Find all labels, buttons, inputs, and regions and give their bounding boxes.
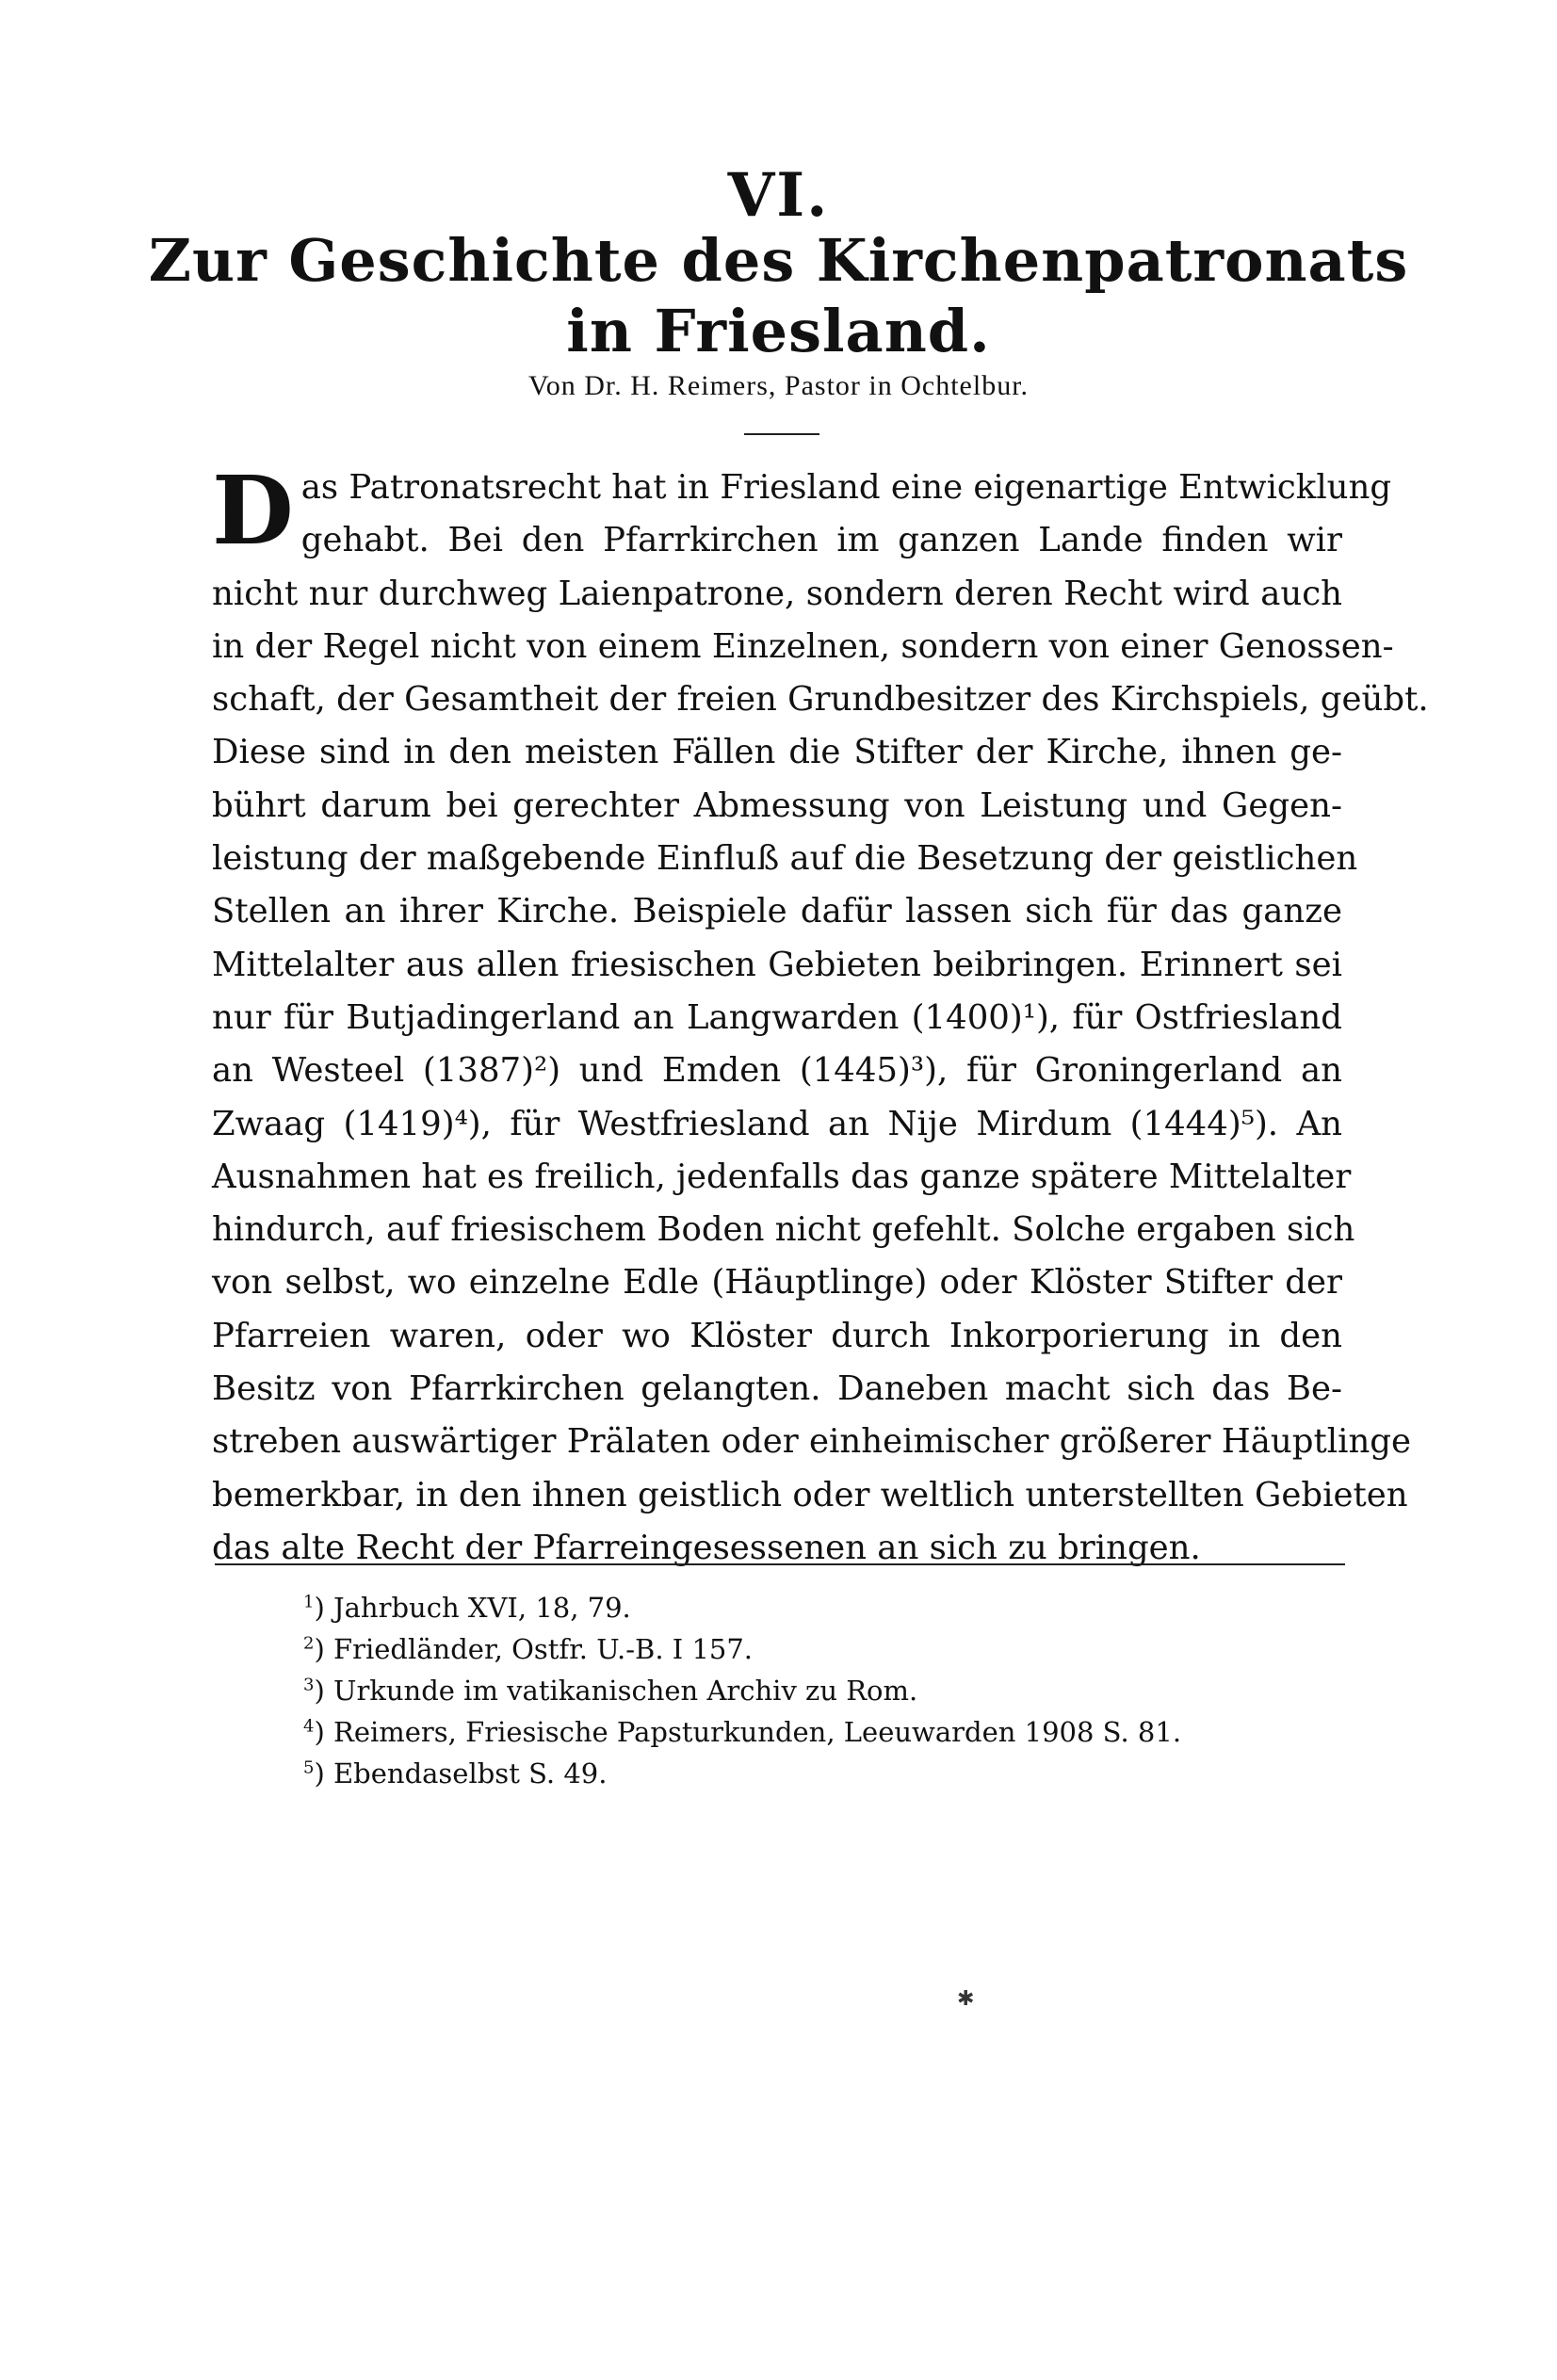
footnote-text: Jahrbuch XVI, 18, 79.: [333, 1592, 631, 1624]
body-line: schaft, der Gesamtheit der freien Grundbesitzer des Kirchspiels, geübt.: [212, 680, 1429, 720]
footnote: $^1$) Jahrbuch XVI, 18, 79.: [303, 1592, 631, 1624]
chapter-title-line-2: in Friesland.: [566, 297, 991, 365]
footnote-text: Friedländer, Ostfr. U.-B. I 157.: [333, 1633, 754, 1665]
body-line: gehabt. Bei den Pfarrkirchen im ganzen Lande finden wir: [300, 521, 1342, 560]
ornament-mark: ✱: [957, 1987, 975, 2011]
footnote-mark: 4: [303, 1716, 315, 1737]
body-line: hindurch, auf friesischem Boden nicht gefehlt. Solche ergaben sich: [212, 1210, 1355, 1250]
footnote-text: Urkunde im vatikanischen Archiv zu Rom.: [333, 1675, 918, 1707]
chapter-number: VI.: [727, 160, 830, 231]
body-line: Besitz von Pfarrkirchen gelangten. Daneben macht sich das Be-: [212, 1369, 1342, 1409]
footnote: $^3$) Urkunde im vatikanischen Archiv zu Rom.: [303, 1675, 918, 1707]
footnote-text: Reimers, Friesische Papsturkunden, Leeuwarden 1908 S. 81.: [333, 1716, 1182, 1748]
body-line: nicht nur durchweg Laienpatrone, sondern deren Recht wird auch: [212, 574, 1342, 613]
body-line: Stellen an ihrer Kirche. Beispiele dafür lassen sich für das ganze: [212, 892, 1342, 931]
footnote: $^5$) Ebendaselbst S. 49.: [303, 1757, 608, 1789]
body-text: [212, 455, 1429, 1575]
footnote: $^2$) Friedländer, Ostfr. U.-B. I 157.: [303, 1633, 754, 1665]
author-line: Von Dr. H. Reimers, Pastor in Ochtelbur.: [527, 370, 1030, 401]
body-line: nur für Butjadingerland an Langwarden (1400)¹), für Ostfriesland: [212, 997, 1342, 1037]
chapter-title-line-1: Zur Geschichte des Kirchenpatronats: [148, 226, 1409, 295]
footnote-text: Ebendaselbst S. 49.: [333, 1757, 608, 1789]
footnote-divider: [215, 1563, 1345, 1565]
body-line: as Patronatsrecht hat in Friesland eine eigenartige Entwicklung: [300, 468, 1392, 507]
body-line: Diese sind in den meisten Fällen die Stifter der Kirche, ihnen ge-: [212, 733, 1342, 772]
body-line: streben auswärtiger Prälaten oder einheimischer größerer Häuptlinge: [212, 1422, 1412, 1462]
body-line: von selbst, wo einzelne Edle (Häuptlinge) oder Klöster Stifter der: [212, 1263, 1342, 1303]
footnote: $^4$) Reimers, Friesische Papsturkunden, Leeuwarden 1908 S. 81.: [303, 1716, 1182, 1748]
body-line: leistung der maßgebende Einfluß auf die Besetzung der geistlichen: [212, 839, 1358, 879]
footnotes: [303, 1587, 1245, 1794]
footnote-mark: 1: [303, 1592, 315, 1612]
body-line: Ausnahmen hat es freilich, jedenfalls das ganze spätere Mittelalter: [212, 1157, 1352, 1196]
title-divider: [744, 433, 819, 435]
body-line: in der Regel nicht von einem Einzelnen, sondern von einer Genossen-: [212, 626, 1394, 666]
body-line: Zwaag (1419)⁴), für Westfriesland an Nije Mirdum (1444)⁵). An: [212, 1104, 1342, 1143]
body-line: an Westeel (1387)²) und Emden (1445)³), für Groningerland an: [212, 1051, 1342, 1091]
body-line: Pfarreien waren, oder wo Klöster durch Inkorporierung in den: [212, 1316, 1342, 1355]
footnote-mark: 5: [303, 1757, 315, 1778]
footnote-mark: 2: [303, 1633, 315, 1654]
body-line: bührt darum bei gerechter Abmessung von Leistung und Gegen-: [212, 785, 1342, 825]
body-line: Mittelalter aus allen friesischen Gebieten beibringen. Erinnert sei: [212, 945, 1342, 984]
body-line: das alte Recht der Pfarreingesessenen an sich zu bringen.: [212, 1528, 1201, 1567]
drop-cap-initial: D: [212, 455, 294, 566]
footnote-mark: 3: [303, 1675, 315, 1695]
body-line: bemerkbar, in den ihnen geistlich oder weltlich unterstellten Gebieten: [212, 1475, 1408, 1514]
